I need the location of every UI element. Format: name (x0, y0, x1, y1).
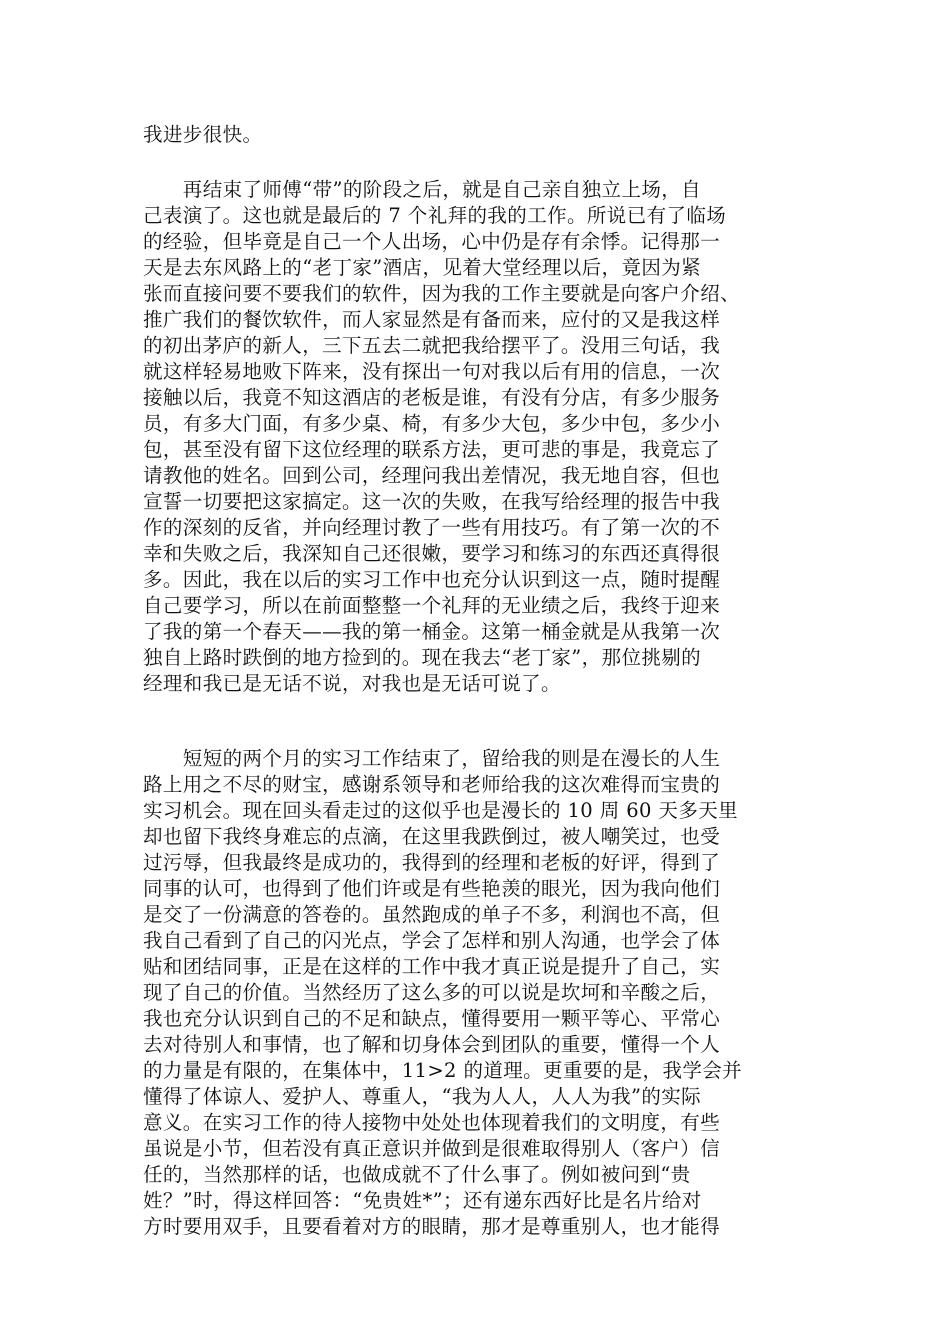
text-line: 虽说是小节，但若没有真正意识并做到是很难取得别人（客户）信 (143, 1137, 721, 1160)
paragraph-3 (143, 746, 823, 1240)
text-line: 的初出茅庐的新人，三下五去二就把我给摆平了。没用三句话，我 (143, 334, 721, 357)
text-line: 过污辱，但我最终是成功的，我得到的经理和老板的好评，得到了 (143, 851, 721, 874)
text-line: 天是去东风路上的“老丁家”酒店，见着大堂经理以后，竟因为紧 (143, 256, 702, 279)
text-line: 作的深刻的反省，并向经理讨教了一些有用技巧。有了第一次的不 (143, 516, 721, 539)
text-line: 就这样轻易地败下阵来，没有探出一句对我以后有用的信息，一次 (143, 360, 721, 383)
text-line: 懂得了体谅人、爱护人、尊重人，“我为人人，人人为我”的实际 (143, 1085, 702, 1108)
text-line: 姓？”时，得这样回答：“免贵姓*”；还有递东西好比是名片给对 (143, 1189, 702, 1212)
text-line: 方时要用双手，且要看着对方的眼睛，那才是尊重别人，也才能得 (143, 1215, 721, 1238)
text-line: 幸和失败之后，我深知自己还很嫩，要学习和练习的东西还真得很 (143, 542, 721, 565)
text-line: 实习机会。现在回头看走过的这似乎也是漫长的 10 周 60 天多天里 (143, 799, 739, 822)
text-line: 员，有多大门面，有多少桌、椅，有多少大包，多少中包，多少小 (143, 412, 721, 435)
text-line: 去对待别人和事情，也了解和切身体会到团队的重要，懂得一个人 (143, 1033, 721, 1056)
text-line: 任的，当然那样的话，也做成就不了什么事了。例如被问到“贵 (143, 1163, 691, 1186)
text-line: 路上用之不尽的财宝，感谢系领导和老师给我的这次难得而宝贵的 (143, 773, 721, 796)
paragraph-2 (143, 177, 823, 697)
text-line: 了我的第一个春天——我的第一桶金。这第一桶金就是从我第一次 (143, 620, 721, 643)
text-line: 我自己看到了自己的闪光点，学会了怎样和别人沟通，也学会了体 (143, 929, 721, 952)
text-line: 接触以后，我竟不知这酒店的老板是谁，有没有分店，有多少服务 (143, 386, 721, 409)
text-line: 的经验，但毕竟是自己一个人出场，心中仍是存有余悸。记得那一 (143, 230, 721, 253)
text-line: 张而直接问要不要我们的软件，因为我的工作主要就是向客户介绍、 (143, 282, 741, 305)
text-line: 宣誓一切要把这家搞定。这一次的失败，在我写给经理的报告中我 (143, 490, 721, 513)
text-line: 我也充分认识到自己的不足和缺点，懂得要用一颗平等心、平常心 (143, 1007, 721, 1030)
text-line: 是交了一份满意的答卷的。虽然跑成的单子不多，利润也不高，但 (143, 903, 721, 926)
text-line: 己表演了。这也就是最后的 7 个礼拜的我的工作。所说已有了临场 (143, 204, 727, 227)
text-line: 再结束了师傅“带”的阶段之后，就是自己亲自独立上场，自 (143, 178, 702, 201)
text-line: 自己要学习，所以在前面整整一个礼拜的无业绩之后，我终于迎来 (143, 594, 721, 617)
text-line: 意义。在实习工作的待人接物中处处也体现着我们的文明度，有些 (143, 1111, 721, 1134)
text-line: 贴和团结同事，正是在这样的工作中我才真正说是提升了自己，实 (143, 955, 721, 978)
text-line: 请教他的姓名。回到公司，经理问我出差情况，我无地自容，但也 (143, 464, 721, 487)
text-line: 推广我们的餐饮软件，而人家显然是有备而来，应付的又是我这样 (143, 308, 721, 331)
text-line: 现了自己的价值。当然经历了这么多的可以说是坎坷和辛酸之后， (143, 981, 721, 1004)
text-line: 同事的认可，也得到了他们许或是有些艳羡的眼光，因为我向他们 (143, 877, 721, 900)
text-line: 独自上路时跌倒的地方捡到的。现在我去“老丁家”，那位挑剔的 (143, 646, 702, 669)
text-line: 的力量是有限的，在集体中，11>2 的道理。更重要的是，我学会并 (143, 1059, 743, 1082)
text-line: 却也留下我终身难忘的点滴，在这里我跌倒过，被人嘲笑过，也受 (143, 825, 721, 848)
text-line: 多。因此，我在以后的实习工作中也充分认识到这一点，随时提醒 (143, 568, 721, 591)
paragraph-1 (143, 122, 823, 148)
text-line: 经理和我已是无话不说，对我也是无话可说了。 (143, 672, 561, 695)
text-line: 包，甚至没有留下这位经理的联系方法，更可悲的事是，我竟忘了 (143, 438, 721, 461)
text-line: 短短的两个月的实习工作结束了，留给我的则是在漫长的人生 (143, 747, 721, 770)
text-line: 我进步很快。 (143, 123, 263, 146)
